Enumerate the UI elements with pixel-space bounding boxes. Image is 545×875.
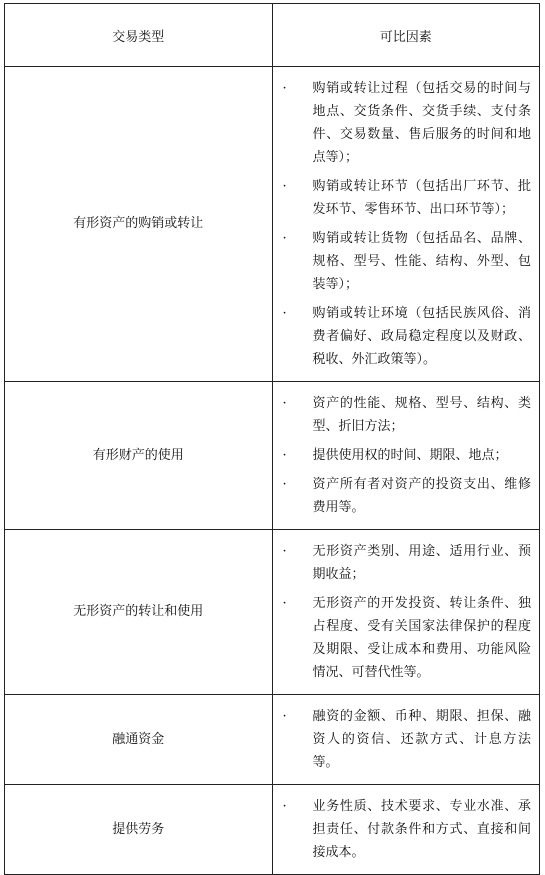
- list-item: [281, 77, 532, 169]
- list-item: [281, 175, 532, 221]
- factor-text: 资产所有者对资产的投资支出、维修费用等。: [312, 477, 531, 515]
- table-row: [5, 695, 540, 785]
- header-transaction-type: 交易类型: [5, 4, 273, 67]
- bullet-icon: ·: [282, 179, 287, 194]
- factor-text: 购销或转让环境（包括民族风俗、消费者偏好、政局稳定程度以及财政、税收、外汇政策等）。: [312, 306, 531, 367]
- factor-text: 无形资产的开发投资、转让条件、独占程度、受有关国家法律保护的程度及期限、受让成本和费用、功能风险情况、可替代性等。: [312, 596, 531, 680]
- bullet-icon: ·: [282, 799, 287, 814]
- bullet-icon: ·: [282, 477, 287, 492]
- list-item: [281, 444, 532, 467]
- factor-text: 提供使用权的时间、期限、地点；: [312, 448, 508, 463]
- factors-cell: [272, 382, 540, 530]
- factors-cell: [272, 785, 540, 875]
- table-row: [5, 785, 540, 875]
- bullet-icon: ·: [282, 709, 287, 724]
- bullet-icon: ·: [282, 544, 287, 559]
- transaction-type-cell: 有形资产的购销或转让: [5, 67, 273, 382]
- list-item: [281, 473, 532, 519]
- bullet-icon: ·: [282, 81, 287, 96]
- header-row: [5, 4, 540, 67]
- table-row: [5, 67, 540, 382]
- factors-cell: [272, 530, 540, 695]
- factor-text: 资产的性能、规格、型号、结构、类型、折旧方法；: [312, 396, 531, 434]
- table-row: [5, 530, 540, 695]
- bullet-icon: ·: [282, 596, 287, 611]
- transaction-type-cell: 融通资金: [5, 695, 273, 785]
- factor-text: 无形资产类别、用途、适用行业、预期收益；: [312, 544, 531, 582]
- factor-text: 业务性质、技术要求、专业水准、承担责任、付款条件和方式、直接和间接成本。: [312, 799, 531, 860]
- comparability-table: [4, 3, 540, 875]
- bullet-icon: ·: [282, 396, 287, 411]
- list-item: [281, 592, 532, 684]
- transaction-type-cell: 无形资产的转让和使用: [5, 530, 273, 695]
- factor-text: 购销或转让货物（包括品名、品牌、规格、型号、性能、结构、外型、包装等）；: [312, 231, 531, 292]
- bullet-icon: ·: [282, 448, 287, 463]
- list-item: [281, 795, 532, 864]
- table-row: [5, 382, 540, 530]
- factors-cell: [272, 67, 540, 382]
- factor-text: 购销或转让环节（包括出厂环节、批发环节、零售环节、出口环节等）；: [312, 179, 531, 217]
- factors-cell: [272, 695, 540, 785]
- list-item: [281, 302, 532, 371]
- bullet-icon: ·: [282, 306, 287, 321]
- list-item: [281, 540, 532, 586]
- transaction-type-cell: 有形财产的使用: [5, 382, 273, 530]
- list-item: [281, 705, 532, 774]
- transaction-type-cell: 提供劳务: [5, 785, 273, 875]
- list-item: [281, 392, 532, 438]
- factor-text: 融资的金额、币种、期限、担保、融资人的资信、还款方式、计息方法等。: [312, 709, 531, 770]
- bullet-icon: ·: [282, 231, 287, 246]
- factor-text: 购销或转让过程（包括交易的时间与地点、交货条件、交货手续、支付条件、交易数量、售后服务的时间和地点等）；: [312, 81, 531, 165]
- list-item: [281, 227, 532, 296]
- header-comparable-factors: 可比因素: [272, 4, 540, 67]
